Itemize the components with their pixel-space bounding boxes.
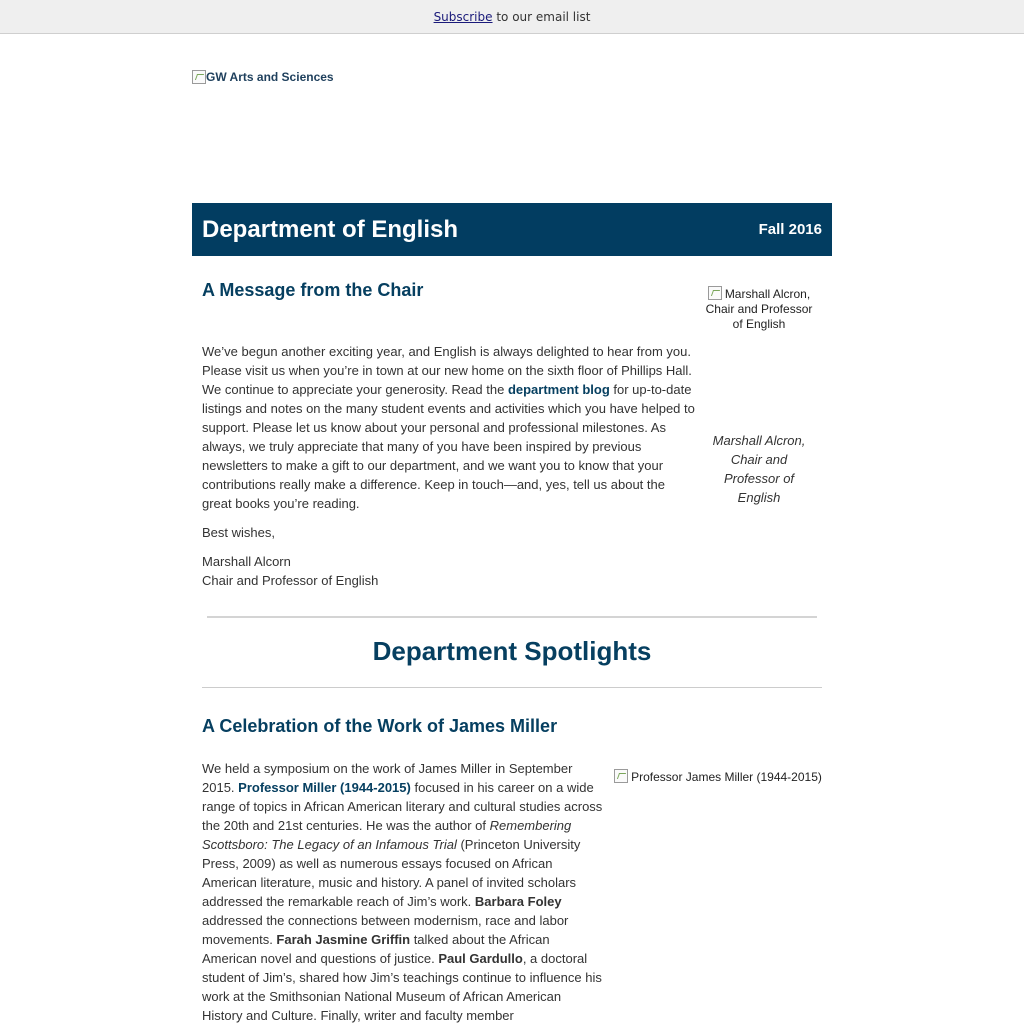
broken-image-icon	[708, 286, 722, 300]
miller-text-4: addressed the connections between modernism, race and labor movements.	[202, 913, 569, 947]
newsletter-banner	[192, 203, 832, 256]
banner-season: Fall 2016	[758, 221, 822, 238]
professor-miller-link[interactable]: Professor Miller (1944-2015)	[238, 780, 411, 795]
chair-message	[202, 342, 697, 590]
chair-body-part1: We’ve begun another exciting year, and English is always delighted to hear from you. Please visit us when you’re in town at our new home on the sixth floor of Phillips Hall. We continue to appreciate your generosity. Read the	[202, 344, 692, 397]
broken-image-icon	[614, 769, 628, 783]
subscribe-text: to our email list	[492, 10, 591, 24]
book-title: Remembering Scottsboro: The Legacy of an Infamous Trial	[202, 818, 572, 852]
banner-title: Department of English	[202, 216, 459, 243]
miller-text-1: We held a symposium on the work of James Miller in September 2015.	[202, 761, 573, 795]
chair-signature-title: Chair and Professor of English	[202, 573, 379, 588]
chair-body-part2: for up-to-date listings and notes on the many student events and activities which you have helped to support. Please let us know about your personal and professional milestones. As always, we truly appreciate that many of you have been inspired by previous newsletters to make a gift to our department, and we want you to know that your contributions really make a difference. Keep in touch—and, yes, tell us about the great books you’re reading.	[202, 382, 695, 511]
subscribe-link[interactable]: Subscribe	[433, 10, 493, 24]
miller-heading: A Celebration of the Work of James Miller	[202, 716, 558, 736]
section-divider	[207, 616, 817, 618]
chair-photo-alt: Marshall Alcron, Chair and Professor of English	[705, 287, 813, 331]
department-blog-link[interactable]: department blog	[507, 382, 610, 397]
chair-photo	[702, 286, 816, 332]
chair-closing: Best wishes,	[202, 525, 275, 540]
miller-photo-alt: Professor James Miller (1944-2015)	[631, 770, 822, 784]
miller-text-6: , a doctoral student of Jim’s, shared how Jim’s teachings continue to influence his work at the Smithsonian National Museum of African American History and Culture. Finally, writer and faculty member	[202, 951, 602, 1023]
spotlights-heading: Department Spotlights	[372, 636, 652, 666]
chair-signature-name: Marshall Alcorn	[202, 554, 291, 569]
gw-logo[interactable]	[192, 70, 334, 84]
miller-text-2: focused in his career on a wide range of topics in African American literary and cultural studies across the 20th and 21st centuries. He was the author of	[202, 780, 603, 833]
chair-message-body	[202, 342, 697, 513]
subscribe-bar	[0, 0, 1024, 34]
panelist-foley: Barbara Foley	[474, 894, 562, 909]
chair-photo-caption: Marshall Alcron, Chair and Professor of English	[712, 433, 806, 505]
miller-photo	[612, 769, 824, 785]
chair-heading: A Message from the Chair	[202, 280, 424, 300]
broken-image-icon	[192, 70, 206, 84]
miller-article	[202, 759, 604, 1025]
spotlights-divider	[202, 687, 822, 688]
logo-alt-text: GW Arts and Sciences	[206, 70, 334, 84]
panelist-griffin: Farah Jasmine Griffin	[276, 932, 411, 947]
miller-text-3: (Princeton University Press, 2009) as well as numerous essays focused on African American literature, music and history. A panel of invited scholars addressed the remarkable reach of Jim’s work.	[202, 837, 581, 909]
panelist-gardullo: Paul Gardullo	[438, 951, 523, 966]
miller-text-5: talked about the African American novel and questions of justice.	[202, 932, 550, 966]
miller-article-body	[202, 759, 604, 1025]
